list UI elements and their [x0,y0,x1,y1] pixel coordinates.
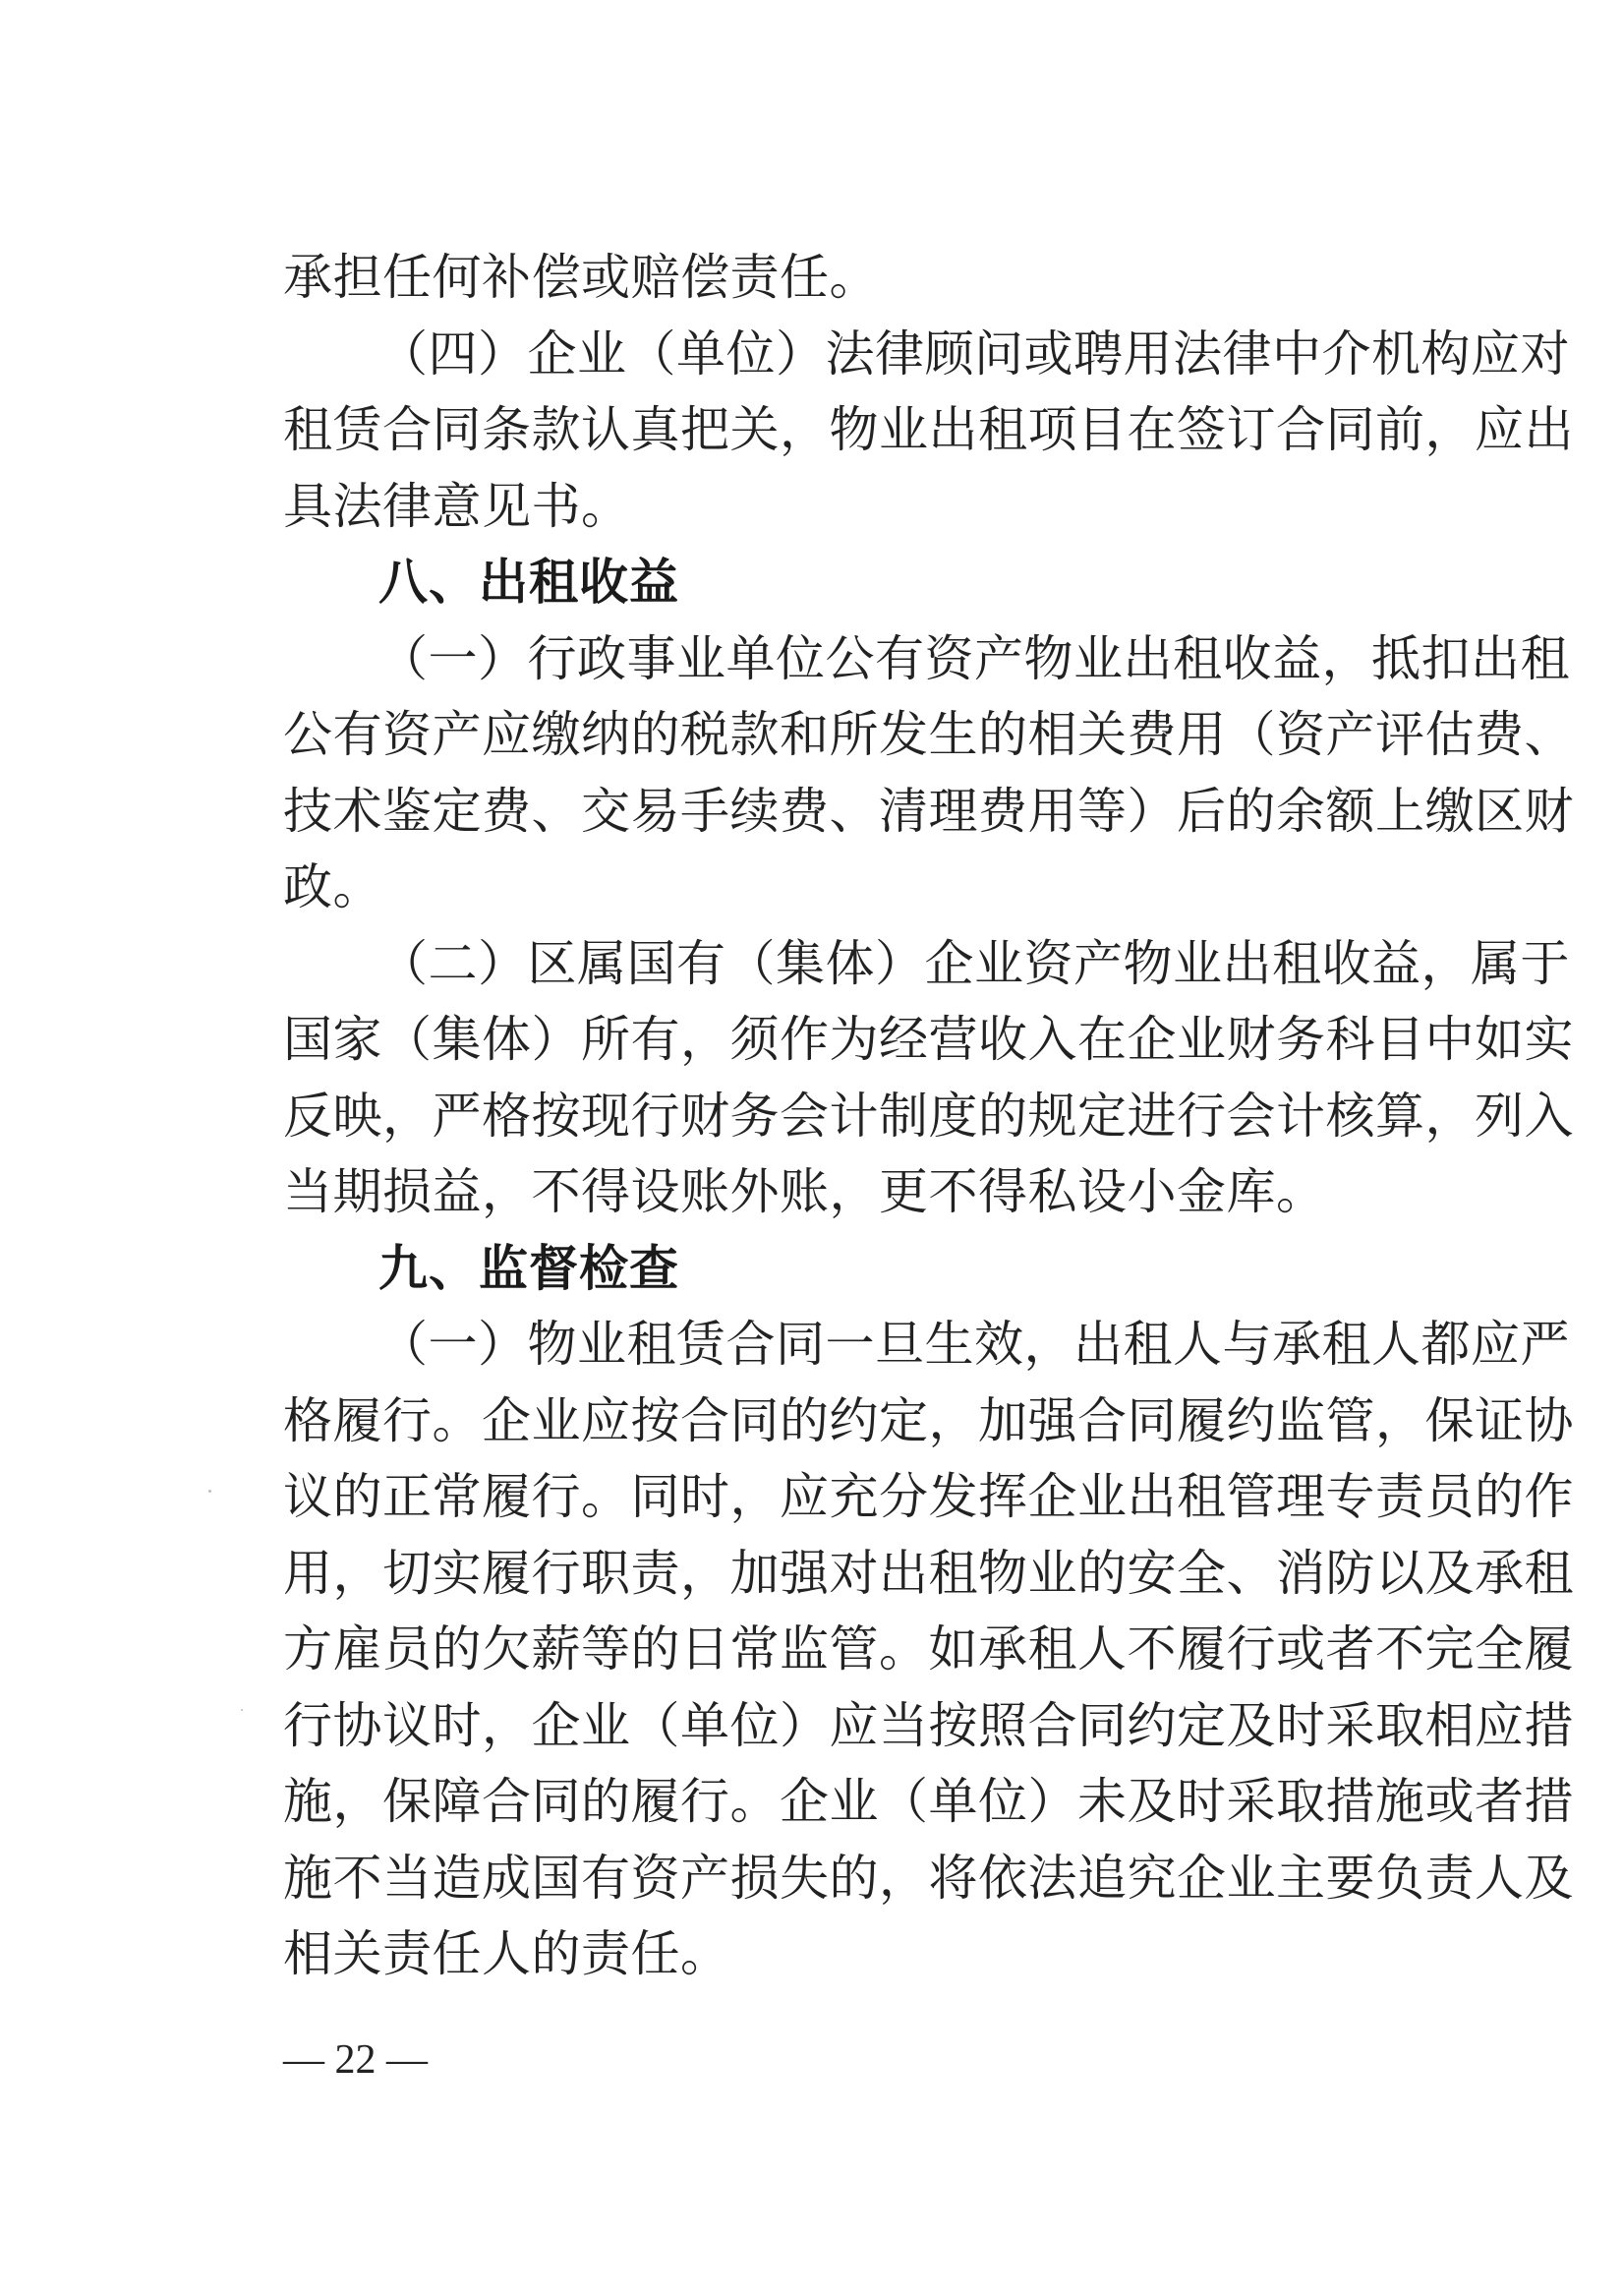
text-line: （一）行政事业单位公有资产物业出租收益，抵扣出租 [378,630,1570,687]
scan-speck [241,1709,243,1711]
text-line: 施，保障合同的履行。企业（单位）未及时采取措施或者措 [283,1773,1574,1830]
text-line: 技术鉴定费、交易手续费、清理费用等）后的余额上缴区财 [283,783,1574,840]
text-line: （四）企业（单位）法律顾问或聘用法律中介机构应对 [378,325,1570,383]
text-line: 政。 [283,858,382,915]
text-line: 用，切实履行职责，加强对出租物业的安全、消防以及承租 [283,1545,1574,1602]
text-line: 租赁合同条款认真把关，物业出租项目在签订合同前，应出 [283,401,1574,458]
text-line: 国家（集体）所有，须作为经营收入在企业财务科目中如实 [283,1011,1574,1068]
text-line: 方雇员的欠薪等的日常监管。如承租人不履行或者不完全履 [283,1620,1574,1678]
text-line: 公有资产应缴纳的税款和所发生的相关费用（资产评估费、 [283,706,1574,763]
text-line: 具法律意见书。 [283,478,631,535]
text-line: 格履行。企业应按合同的约定，加强合同履约监管，保证协 [283,1392,1574,1449]
scan-speck [208,1490,211,1493]
text-line: （一）物业租赁合同一旦生效，出租人与承租人都应严 [378,1316,1570,1373]
text-line: 反映，严格按现行财务会计制度的规定进行会计核算，列入 [283,1088,1574,1145]
text-line: 相关责任人的责任。 [283,1925,730,1982]
text-line: 施不当造成国有资产损失的，将依法追究企业主要负责人及 [283,1850,1574,1907]
section-heading: 八、出租收益 [378,554,679,611]
text-line: 当期损益，不得设账外账，更不得私设小金库。 [283,1163,1326,1220]
text-line: （二）区属国有（集体）企业资产物业出租收益，属于 [378,935,1570,992]
text-line: 承担任何补偿或赔偿责任。 [283,249,879,306]
text-line: 行协议时，企业（单位）应当按照合同约定及时采取相应措 [283,1697,1574,1754]
section-heading: 九、监督检查 [378,1240,679,1297]
page-number: — 22 — [283,2037,428,2083]
text-line: 议的正常履行。同时，应充分发挥企业出租管理专责员的作 [283,1468,1574,1525]
